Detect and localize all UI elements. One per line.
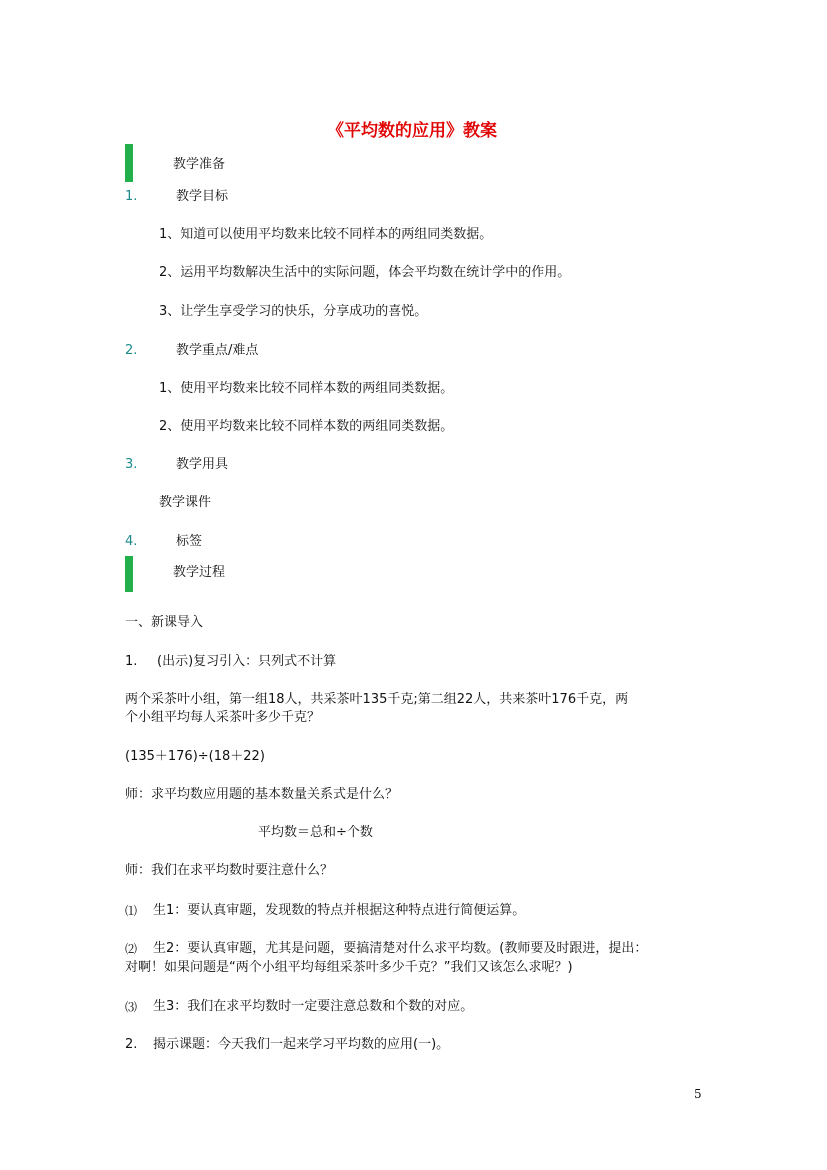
answer-line: 生1：要认真审题，发现数的特点并根据这种特点进行简便运算。 <box>153 903 526 918</box>
prep-heading: 教学准备 <box>173 157 226 172</box>
section-2-heading: 教学重点/难点 <box>176 343 259 358</box>
goal-item: 3、让学生享受学习的快乐，分享成功的喜悦。 <box>159 304 428 319</box>
section-marker-bar <box>125 556 133 592</box>
page-title: 《平均数的应用》教案 <box>327 121 497 141</box>
tools-text: 教学课件 <box>159 495 212 510</box>
section-4-heading: 标签 <box>176 534 203 549</box>
formula: (135＋176)÷(18＋22) <box>125 749 265 764</box>
goal-item: 2、运用平均数解决生活中的实际问题，体会平均数在统计学中的作用。 <box>159 265 571 280</box>
section-3-number: 3. <box>125 457 138 472</box>
goal-item: 1、知道可以使用平均数来比较不同样本的两组同类数据。 <box>159 227 493 242</box>
problem-line: 两个采茶叶小组，第一组18人，共采茶叶135千克;第二组22人，共来茶叶176千克，两 <box>125 692 629 707</box>
key-point-item: 2、使用平均数来比较不同样本数的两组同类数据。 <box>159 419 454 434</box>
step-1-text: (出示)复习引入：只列式不计算 <box>157 654 337 669</box>
step-1-number: 1. <box>125 654 138 669</box>
answer-number: ⑶ <box>125 1000 138 1014</box>
key-point-item: 1、使用平均数来比较不同样本数的两组同类数据。 <box>159 381 454 396</box>
section-1-number: 1. <box>125 189 138 204</box>
page-number: 5 <box>694 1087 702 1101</box>
relation-formula: 平均数＝总和÷个数 <box>258 825 373 840</box>
answer-line: 生3：我们在求平均数时一定要注意总数和个数的对应。 <box>153 999 474 1014</box>
teacher-question: 师：求平均数应用题的基本数量关系式是什么？ <box>125 787 399 802</box>
section-1-heading: 教学目标 <box>176 189 229 204</box>
answer-line: 生2：要认真审题，尤其是问题，要搞清楚对什么求平均数。(教师要及时跟进，提出： <box>153 941 648 956</box>
answer-number: ⑴ <box>125 904 138 918</box>
section-2-number: 2. <box>125 343 138 358</box>
answer-line: 对啊！如果问题是“两个小组平均每组采茶叶多少千克？”我们又该怎么求呢？) <box>125 960 573 975</box>
section-marker-bar <box>125 144 133 182</box>
process-heading: 教学过程 <box>173 565 226 580</box>
section-3-heading: 教学用具 <box>176 457 229 472</box>
step-2-number: 2. <box>125 1037 138 1052</box>
step-2-text: 揭示课题：今天我们一起来学习平均数的应用(一)。 <box>153 1037 450 1052</box>
answer-number: ⑵ <box>125 942 138 956</box>
section-4-number: 4. <box>125 534 138 549</box>
part-heading: 一、新课导入 <box>125 615 204 630</box>
problem-line: 个小组平均每人采茶叶多少千克？ <box>125 710 321 725</box>
teacher-question: 师：我们在求平均数时要注意什么？ <box>125 863 334 878</box>
